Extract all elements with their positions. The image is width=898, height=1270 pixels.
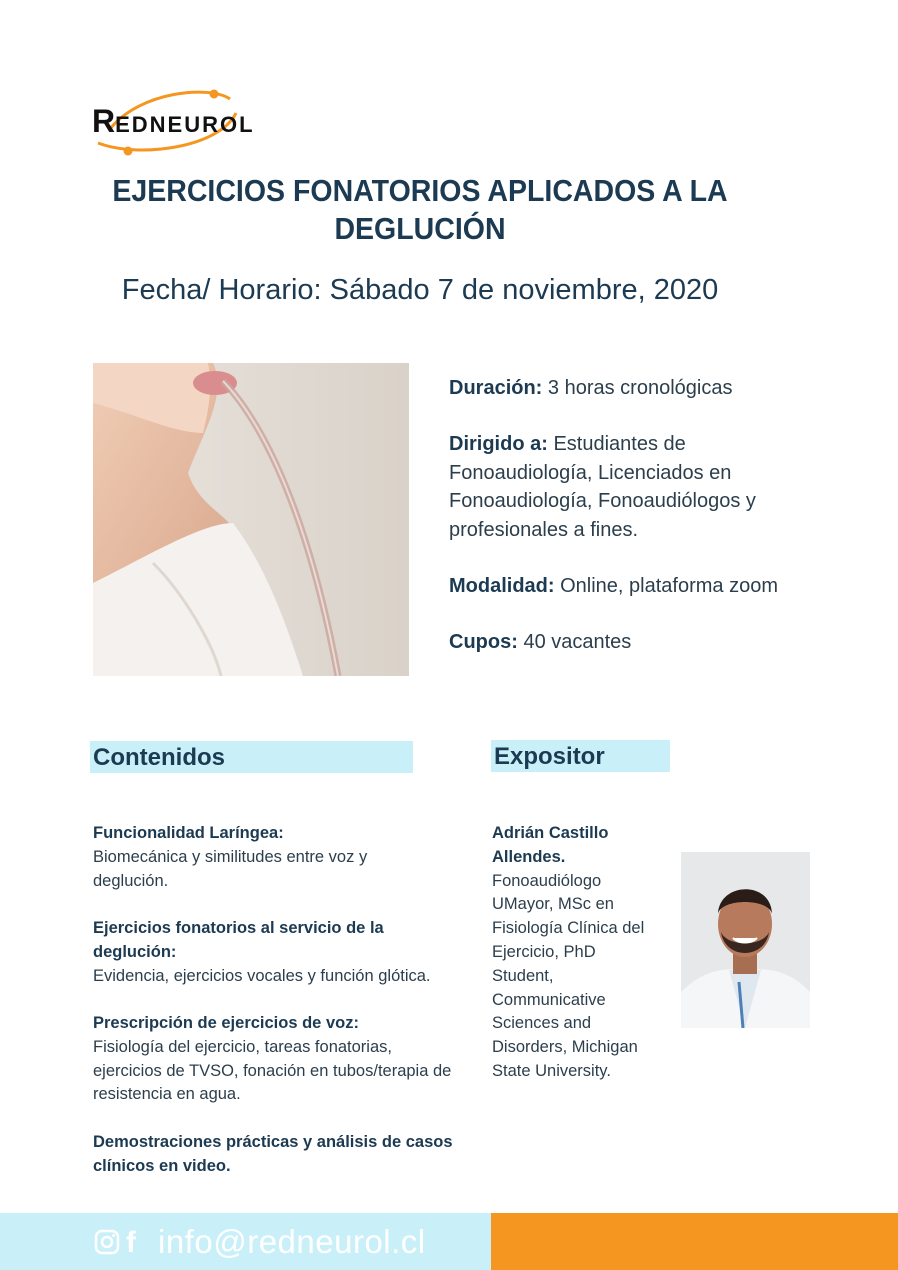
expositor-info — [492, 822, 667, 1084]
detail-duracion-label: Duración: — [449, 377, 543, 399]
contenido-item — [93, 1012, 473, 1107]
event-title-line1: EJERCICIOS FONATORIOS APLICADOS A LA — [112, 173, 728, 208]
event-title-line2: DEGLUCIÓN — [334, 211, 506, 246]
event-date: Fecha/ Horario: Sábado 7 de noviembre, 2020 — [121, 274, 719, 306]
expositor-bio: Fonoaudiólogo UMayor, MSc en Fisiología Clínica del Ejercicio, PhD Student, Communicative Sciences and Disorders, Michigan State University. — [492, 871, 645, 1080]
contenido-item-title: Funcionalidad Laríngea: — [93, 824, 284, 842]
detail-modalidad — [449, 572, 809, 601]
detail-cupos-label: Cupos: — [449, 631, 518, 653]
expositor-photo — [681, 852, 810, 1028]
event-title — [89, 172, 751, 248]
contenido-item-body: Biomecánica y similitudes entre voz y deglución. — [93, 847, 368, 890]
detail-duracion-value: 3 horas cronológicas — [542, 377, 733, 399]
detail-modalidad-value: Online, plataforma zoom — [554, 575, 778, 597]
logo-rest: EDNEUROL — [115, 112, 255, 137]
footer-bar-right — [491, 1213, 898, 1270]
contenido-item-title: Prescripción de ejercicios de voz: — [93, 1014, 359, 1032]
contenido-item-body: Evidencia, ejercicios vocales y función glótica. — [93, 966, 431, 985]
expositor-name: Adrián Castillo Allendes. — [492, 824, 609, 866]
contenido-item-body: Fisiología del ejercicio, tareas fonatorias, ejercicios de TVSO, fonación en tubos/terapia de resistencia en agua. — [93, 1037, 452, 1104]
detail-dirigido-label: Dirigido a: — [449, 433, 548, 455]
detail-dirigido-value: Estudiantes de Fonoaudiología, Licenciados en Fonoaudiología, Fonoaudiólogos y profesionales a fines. — [449, 433, 756, 541]
redneurol-logo — [90, 85, 265, 157]
detail-modalidad-label: Modalidad: — [449, 575, 555, 597]
contenido-item — [93, 917, 473, 988]
logo-initial: R — [92, 103, 116, 139]
contenidos-heading: Contenidos — [90, 741, 413, 773]
logo-text — [92, 103, 255, 140]
footer-email-link[interactable]: info@redneurol.cl — [158, 1223, 426, 1260]
contenido-item-title: Ejercicios fonatorios al servicio de la deglución: — [93, 919, 384, 961]
instagram-icon[interactable] — [94, 1229, 120, 1260]
contenido-item — [93, 1131, 473, 1179]
contenido-item — [93, 822, 473, 893]
expositor-heading: Expositor — [491, 740, 670, 772]
straw-exercise-photo — [93, 363, 409, 676]
facebook-icon[interactable]: f — [126, 1226, 136, 1259]
detail-cupos-value: 40 vacantes — [517, 631, 632, 653]
contenido-item-title: Demostraciones prácticas y análisis de casos clínicos en video. — [93, 1133, 453, 1175]
detail-duracion — [449, 374, 809, 403]
detail-cupos — [449, 628, 809, 657]
detail-dirigido — [449, 430, 809, 544]
